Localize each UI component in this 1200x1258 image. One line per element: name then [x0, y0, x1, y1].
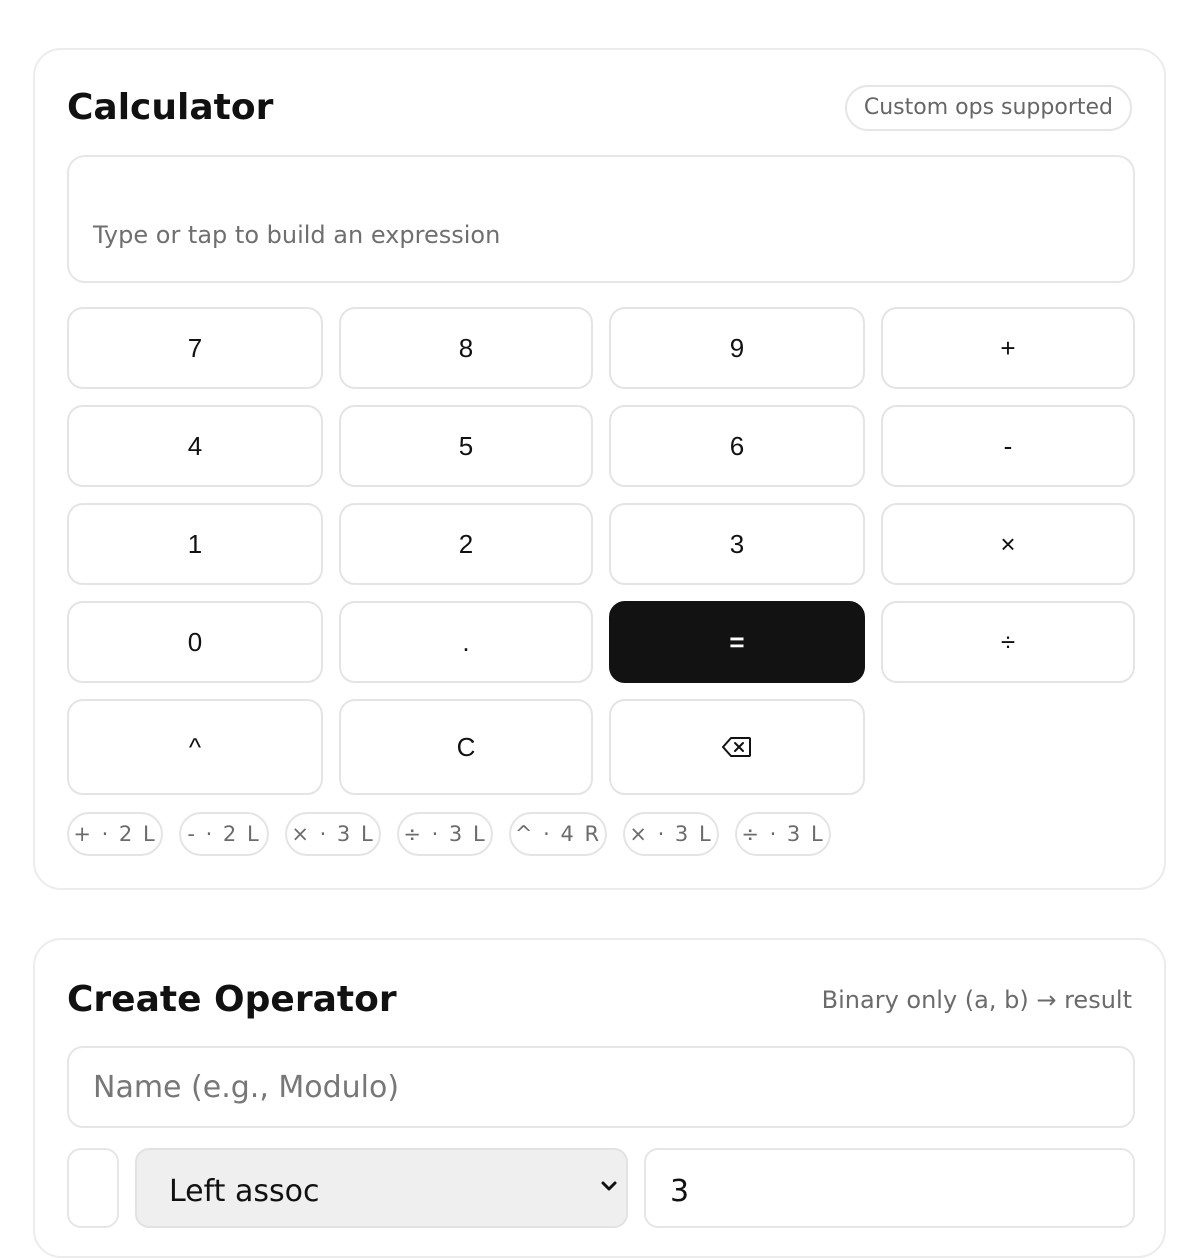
key-backspace[interactable]	[609, 699, 865, 795]
operator-chip[interactable]: + · 2 L	[67, 812, 163, 856]
key-9[interactable]: 9	[609, 307, 865, 389]
precedence-input[interactable]	[644, 1148, 1135, 1228]
key-equals[interactable]: =	[609, 601, 865, 683]
key-power[interactable]: ^	[67, 699, 323, 795]
calculator-title: Calculator	[67, 87, 274, 128]
calculator-card	[33, 48, 1166, 890]
key-6[interactable]: 6	[609, 405, 865, 487]
operator-chip[interactable]: × · 3 L	[285, 812, 381, 856]
associativity-value: Left assoc	[169, 1174, 320, 1209]
display-placeholder: Type or tap to build an expression	[93, 221, 501, 249]
operator-chip[interactable]: ÷ · 3 L	[735, 812, 831, 856]
key-1[interactable]: 1	[67, 503, 323, 585]
operator-chip[interactable]: × · 3 L	[623, 812, 719, 856]
expression-display[interactable]	[67, 155, 1135, 283]
operator-symbol-input[interactable]	[67, 1148, 119, 1228]
create-operator-card	[33, 938, 1166, 1258]
key-7[interactable]: 7	[67, 307, 323, 389]
backspace-icon	[722, 736, 752, 758]
operator-name-input[interactable]	[67, 1046, 1135, 1128]
key-clear[interactable]: C	[339, 699, 593, 795]
key-divide[interactable]: ÷	[881, 601, 1135, 683]
operator-chip[interactable]: ^ · 4 R	[509, 812, 607, 856]
key-8[interactable]: 8	[339, 307, 593, 389]
associativity-select[interactable]	[135, 1148, 628, 1228]
precedence-value: 3	[670, 1174, 690, 1209]
key-2[interactable]: 2	[339, 503, 593, 585]
chevron-down-icon	[600, 1180, 618, 1192]
key-multiply[interactable]: ×	[881, 503, 1135, 585]
key-4[interactable]: 4	[67, 405, 323, 487]
operator-chip[interactable]: ÷ · 3 L	[397, 812, 493, 856]
operator-chip[interactable]: - · 2 L	[179, 812, 269, 856]
create-operator-title: Create Operator	[67, 979, 397, 1020]
key-decimal[interactable]: .	[339, 601, 593, 683]
key-plus[interactable]: +	[881, 307, 1135, 389]
key-0[interactable]: 0	[67, 601, 323, 683]
key-5[interactable]: 5	[339, 405, 593, 487]
key-minus[interactable]: -	[881, 405, 1135, 487]
binary-hint: Binary only (a, b) → result	[821, 986, 1132, 1014]
key-3[interactable]: 3	[609, 503, 865, 585]
custom-ops-badge: Custom ops supported	[845, 85, 1132, 131]
